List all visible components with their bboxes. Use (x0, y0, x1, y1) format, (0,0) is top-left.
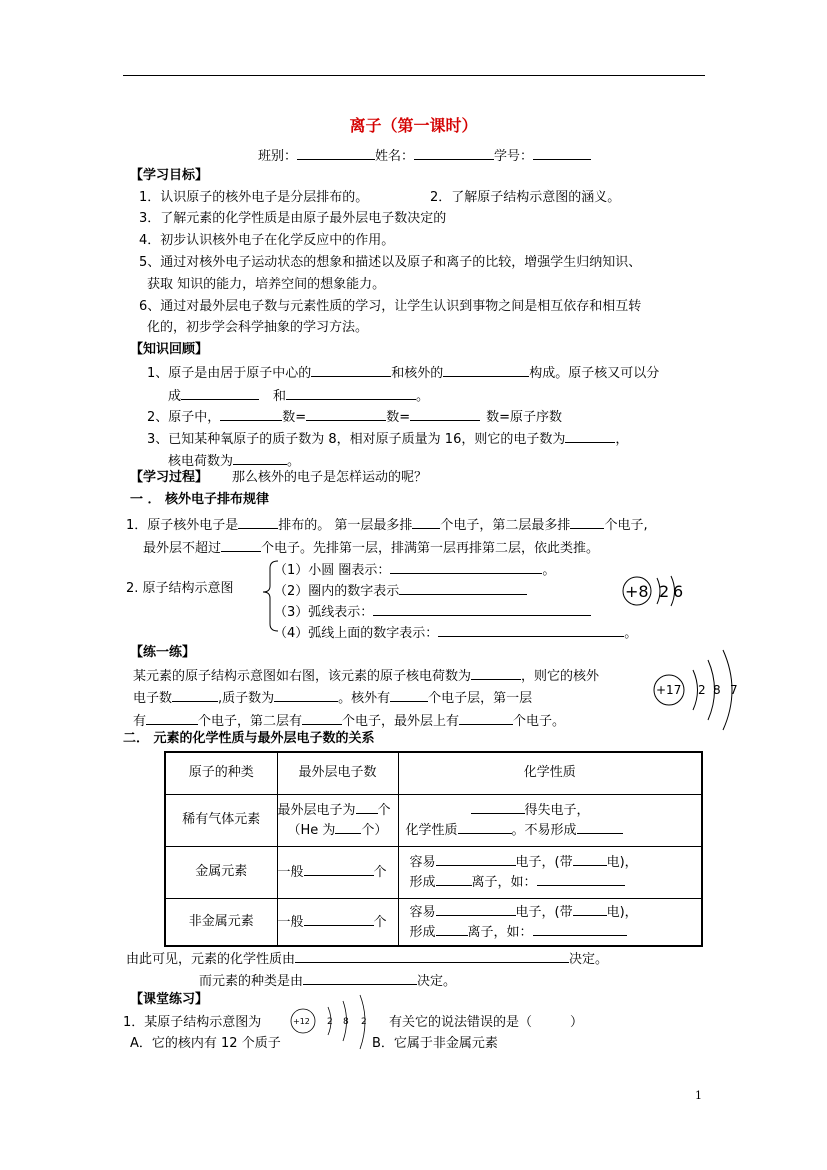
shell-label: 8 (343, 1017, 349, 1027)
blank[interactable] (458, 820, 512, 834)
blank[interactable] (436, 872, 472, 886)
blank[interactable] (304, 862, 374, 876)
blank[interactable] (436, 922, 468, 936)
p1-line2: 最外层不超过 个电子。先排第一层，排满第一层再排第二层，依此类推。 (143, 538, 599, 557)
p2-label: 2. 原子结构示意图 (126, 581, 234, 596)
review-heading: 【知识回顾】 (130, 342, 209, 357)
review-q1-cont: 成 和 。 (168, 386, 429, 405)
classwork-q1-b: 有关它的说法错误的是（ ） (389, 1015, 584, 1030)
shell-label: 2 (327, 1017, 333, 1027)
option-b[interactable]: B．它属于非金属元素 (372, 1036, 498, 1051)
shell-label: 6 (673, 582, 684, 601)
table-header: 化学性质 (398, 752, 702, 794)
section1-title: 一 ． 核外电子排布规律 (130, 492, 270, 507)
blank[interactable] (570, 515, 604, 529)
table-header: 最外层电子数 (277, 752, 398, 794)
table-header: 原子的种类 (165, 752, 277, 794)
row-name: 金属元素 (165, 846, 277, 898)
practice-line3: 有 个电子，第二层有 个电子，最外层上有 个电子。 (133, 711, 565, 730)
number-label: 学号： (494, 149, 534, 164)
blank[interactable] (471, 666, 521, 680)
process-question: 那么核外的电子是怎样运动的呢？ (232, 470, 428, 485)
objective-item: 6、通过对最外层电子数与元素性质的学习，让学生认识到事物之间是相互依存和相互转 (139, 299, 642, 314)
info-line (258, 146, 591, 165)
classwork-q1-a: 1．某原子结构示意图为 (123, 1015, 262, 1030)
shell-label: 7 (730, 683, 738, 697)
blank[interactable] (181, 386, 259, 400)
blank[interactable] (146, 711, 198, 725)
blank[interactable] (436, 852, 516, 866)
blank[interactable] (304, 912, 374, 926)
blank[interactable] (238, 515, 278, 529)
row-name: 非金属元素 (165, 898, 277, 946)
practice-heading: 【练一练】 (130, 645, 196, 660)
blank[interactable] (295, 949, 569, 963)
blank[interactable] (172, 688, 218, 702)
blank[interactable] (306, 407, 386, 421)
blank[interactable] (573, 902, 607, 916)
page-number: 1 (695, 1089, 702, 1102)
objectives-heading: 【学习目标】 (130, 168, 209, 183)
page-title: 离子（第一课时） (349, 116, 478, 135)
conclusion-line1: 由此可见，元素的化学性质由 决定。 (126, 949, 608, 968)
blank[interactable] (565, 429, 615, 443)
blank[interactable] (303, 971, 417, 985)
conclusion-line2: 而元素的种类是由 决定。 (199, 971, 456, 990)
blank[interactable] (390, 688, 428, 702)
review-q3: 3、已知某种氧原子的质子数为 8，相对原子质量为 16，则它的电子数为 ， (147, 429, 628, 448)
blank[interactable] (335, 820, 361, 834)
shell-label: 8 (713, 683, 721, 697)
shell-label: 2 (698, 683, 706, 697)
blank[interactable] (573, 852, 607, 866)
practice-line2: 电子数 ,质子数为 。核外有 个电子层，第一层 (133, 688, 532, 707)
p2-item2: （2）圈内的数字表示 (274, 581, 527, 600)
objective-item: 5、通过对核外电子运动状态的想象和描述以及原子和离子的比较，增强学生归纳知识、 (139, 255, 642, 270)
blank[interactable] (274, 688, 338, 702)
blank[interactable] (373, 602, 591, 616)
blank[interactable] (286, 386, 416, 400)
header-rule (123, 75, 705, 76)
section2-title: 二． 元素的化学性质与最外层电子数的关系 (123, 731, 375, 746)
table-row: 稀有气体元素 最外层电子为 个 （He 为 个） 得失电子， 化学性质 。不易形成 (165, 794, 702, 846)
nucleus-label: +12 (293, 1017, 310, 1026)
blank[interactable] (533, 922, 627, 936)
objective-item: 获取 知识的能力，培养空间的想象能力。 (147, 277, 386, 292)
shell-arc (693, 670, 698, 710)
table-row: 非金属元素 一般 个 容易 电子，(带 电)， 形成 离子，如： (165, 898, 702, 946)
classwork-heading: 【课堂练习】 (130, 992, 209, 1007)
atom-diagram-oxygen (620, 574, 690, 608)
blank[interactable] (410, 407, 480, 421)
blank[interactable] (233, 451, 287, 465)
blank[interactable] (436, 902, 516, 916)
blank[interactable] (311, 363, 391, 377)
objective-item: 1．认识原子的核外电子是分层排布的。 (139, 190, 369, 205)
shell-label: 2 (361, 1017, 367, 1027)
table-row: 金属元素 一般 个 容易 电子，(带 电)， 形成 离子，如： (165, 846, 702, 898)
blank[interactable] (443, 363, 529, 377)
element-properties-table (164, 751, 703, 947)
review-q1: 1、原子是由居于原子中心的 和核外的 构成。原子核又可以分 (147, 363, 659, 382)
class-blank[interactable] (297, 146, 375, 160)
table-header-row (165, 752, 702, 794)
blank[interactable] (459, 711, 513, 725)
atom-diagram-chlorine (645, 648, 745, 732)
number-blank[interactable] (533, 146, 591, 160)
atom-diagram-magnesium (288, 993, 378, 1053)
class-label: 班别： (258, 149, 298, 164)
blank[interactable] (577, 820, 623, 834)
blank[interactable] (302, 711, 342, 725)
objective-item: 化的，初步学会科学抽象的学习方法。 (147, 320, 369, 335)
blank[interactable] (399, 581, 527, 595)
option-a[interactable]: A．它的核内有 12 个质子 (130, 1036, 281, 1051)
objective-item: 2．了解原子结构示意图的涵义。 (430, 190, 621, 205)
name-blank[interactable] (414, 146, 494, 160)
objective-item: 3．了解元素的化学性质是由原子最外层电子数决定的 (139, 211, 447, 226)
blank[interactable] (412, 515, 440, 529)
p2-item1: （1）小圆 圈表示： 。 (274, 560, 555, 579)
blank[interactable] (537, 872, 625, 886)
blank[interactable] (220, 407, 282, 421)
nucleus-label: +17 (656, 683, 682, 697)
p1-line1: 1．原子核外电子是 排布的。 第一层最多排 个电子，第二层最多排 个电子, (126, 515, 648, 534)
review-q2: 2、原子中， 数= 数= 数=原子序数 (147, 407, 562, 426)
review-q3-cont: 核电荷数为 。 (168, 451, 300, 470)
row-name: 稀有气体元素 (165, 794, 277, 846)
blank[interactable] (471, 800, 525, 814)
blank[interactable] (356, 800, 378, 814)
p2-item4: （4）弧线上面的数字表示： 。 (274, 623, 637, 642)
process-line (130, 470, 427, 486)
blank[interactable] (221, 538, 261, 552)
blank[interactable] (390, 560, 542, 574)
name-label: 姓名： (375, 149, 415, 164)
nucleus-label: +8 (625, 582, 649, 601)
p2-item3: （3）弧线表示： (274, 602, 591, 621)
objective-item: 4．初步认识核外电子在化学反应中的作用。 (139, 233, 395, 248)
blank[interactable] (438, 623, 624, 637)
practice-line1: 某元素的原子结构示意图如右图，该元素的原子核电荷数为 ，则它的核外 (133, 666, 599, 685)
shell-label: 2 (659, 582, 670, 601)
process-heading: 【学习过程】 (130, 470, 209, 485)
